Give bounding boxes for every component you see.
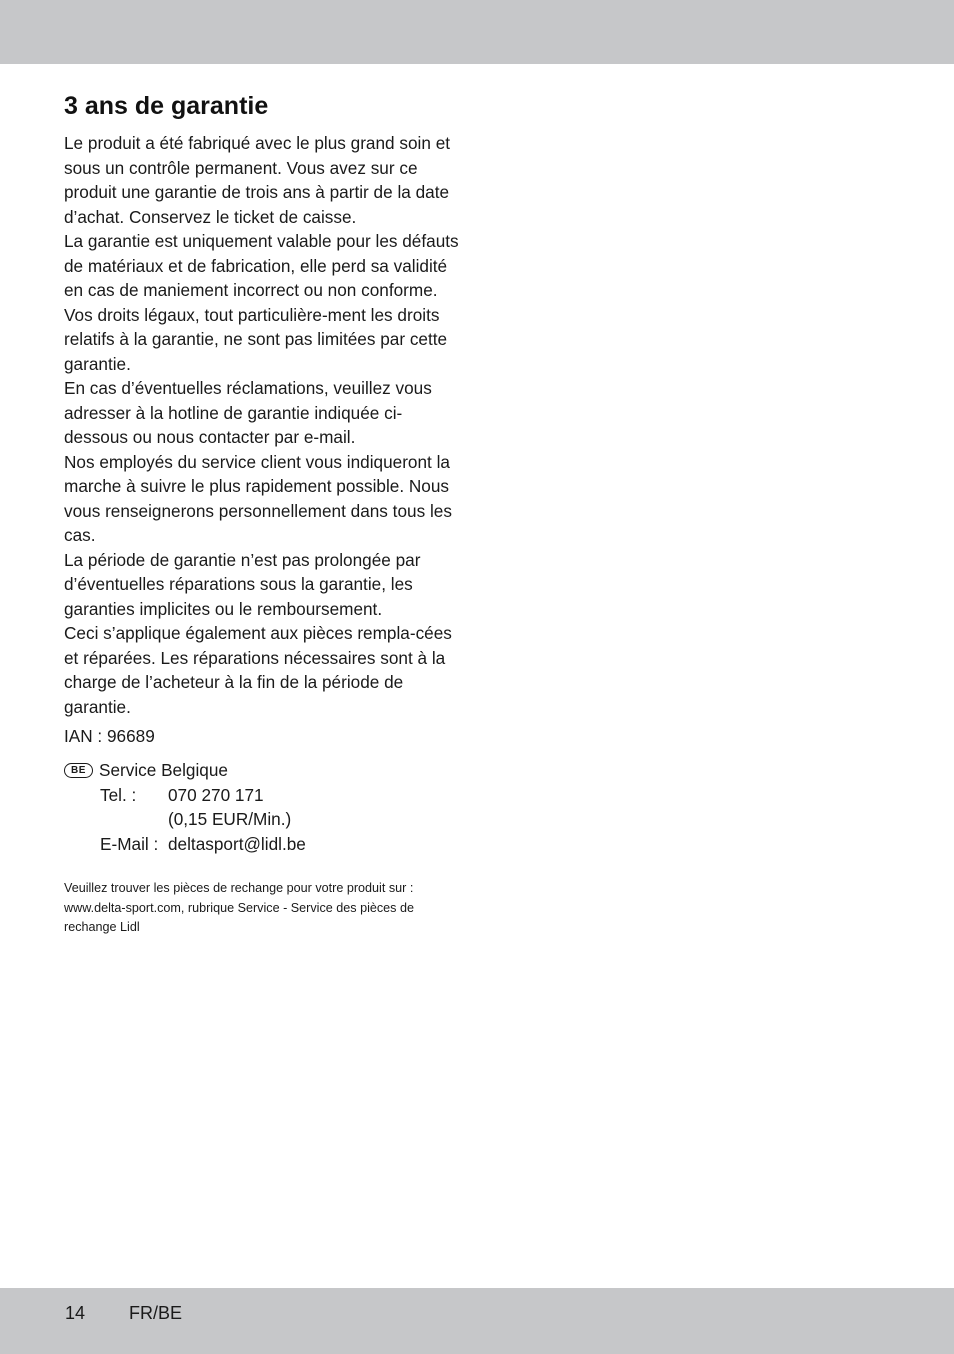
paragraph: Le produit a été fabriqué avec le plus grand soin et sous un contrôle permanent. Vous avez sur ce produit une garantie de trois ans à partir de la date d’achat. Conservez le ticket de caisse. [64, 133, 451, 227]
service-title: Service Belgique [99, 760, 228, 780]
tel-label: Tel. : [100, 784, 137, 805]
paragraph: La période de garantie n’est pas prolongée par d’éventuelles réparations sous la garantie, les garanties implicites ou le remboursement. [64, 549, 421, 619]
contact-details [100, 783, 464, 857]
paragraph: Nos employés du service client vous indiqueront la marche à suivre le plus rapidement possible. Nous vous renseignerons personnellement dans tous les cas. [64, 451, 452, 545]
tel-spacer [100, 807, 168, 832]
section-title: 3 ans de garantie [64, 92, 269, 120]
paragraph: Ceci s’applique également aux pièces rempla-cées et réparées. Les réparations nécessaires sont à la charge de l’acheteur à la fin de la période de garantie. [64, 623, 452, 717]
paragraph: En cas d’éventuelles réclamations, veuillez vous adresser à la hotline de garantie indiquée ci-dessous ou nous contacter par e-mail. [64, 378, 432, 447]
paragraph: La garantie est uniquement valable pour les défauts de matériaux et de fabrication, elle perd sa validité en cas de maniement incorrect ou non conforme. Vos droits légaux, tout particulière-ment les droits relatifs à la garantie, ne sont pas limitées par cette garantie. [64, 231, 459, 374]
header-band [0, 0, 954, 64]
email-label: E-Mail : [100, 833, 159, 854]
ian-number: IAN : 96689 [64, 726, 155, 746]
belgium-badge-icon: BE [64, 763, 93, 778]
page-number: 14 [65, 1303, 86, 1323]
tel-value: 070 270 171 [168, 784, 264, 805]
email-value: deltasport@lidl.be [168, 833, 306, 854]
tel-rate: (0,15 EUR/Min.) [168, 809, 292, 829]
service-block [64, 758, 464, 856]
locale-label: FR/BE [129, 1303, 183, 1323]
service-heading [64, 758, 464, 783]
spare-parts-note: Veuillez trouver les pièces de rechange pour votre produit sur : www.delta-sport.com, rubrique Service - Service des pièces de rechange Lidl [64, 881, 414, 934]
warranty-text [64, 131, 459, 719]
